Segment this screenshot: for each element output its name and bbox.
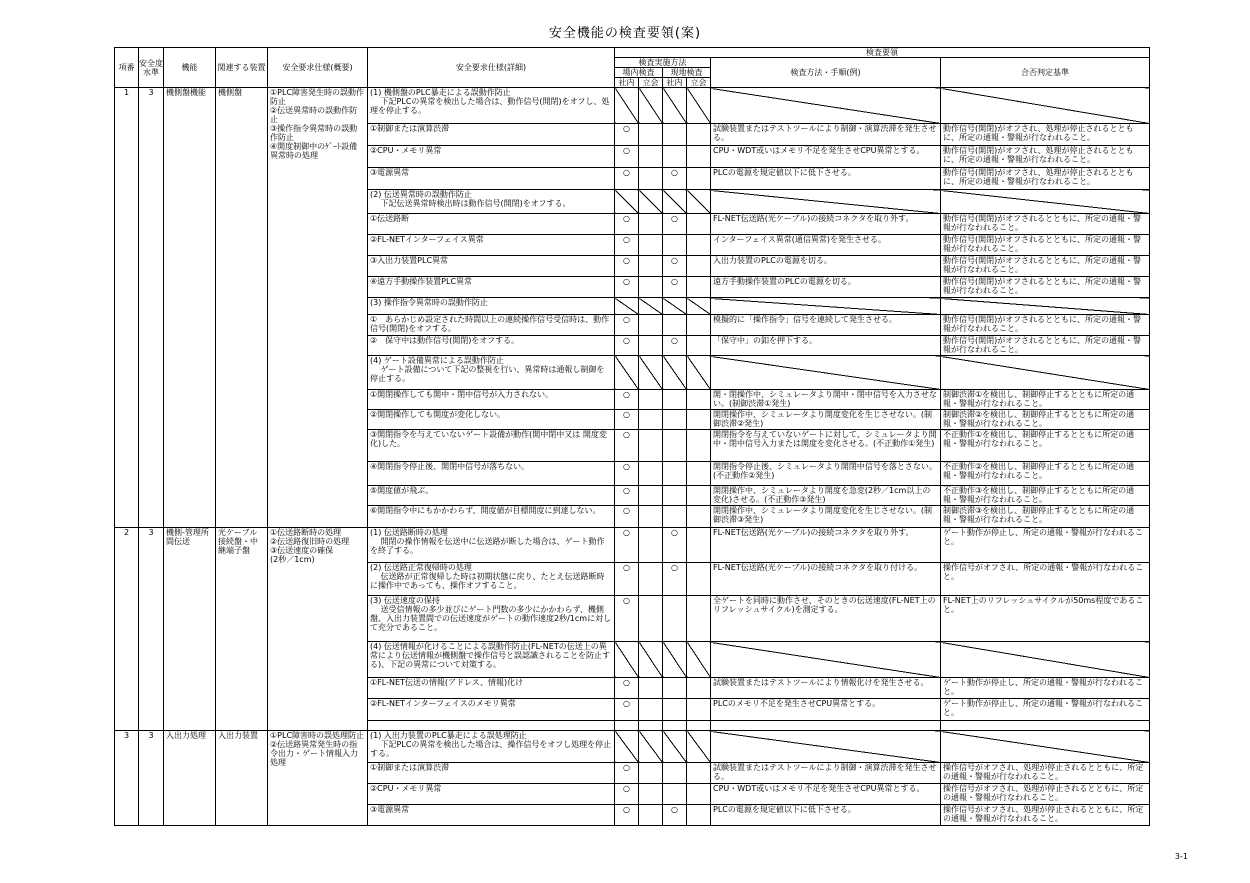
- blank-cell: [639, 721, 663, 731]
- mark-circle: ○: [615, 462, 639, 486]
- header-method-group: 検査実施方法: [615, 58, 711, 68]
- mark-circle: ○: [615, 528, 639, 563]
- criteria-text: ゲート動作が停止し、所定の通報・警報が行なわれること。: [941, 528, 1150, 563]
- mark-circle: ○: [615, 430, 639, 462]
- mark-empty: [639, 410, 663, 430]
- slash-cell: [639, 731, 663, 763]
- mark-circle: ○: [615, 124, 639, 146]
- procedure-text: 入出力装置のPLCの電源を切る。: [711, 256, 941, 277]
- criteria-text: ゲート動作が停止し、所定の通報・警報が行なわれること。: [941, 678, 1150, 699]
- spec-item: ⑤開度値が飛ぶ。: [368, 486, 615, 506]
- procedure-text: 開閉指令を与えていないゲートに対して、シミュレータより開中・閉中信号入力または開度を変化させる。(不正動作①発生): [711, 430, 941, 462]
- procedure-text: 開閉指令停止後、シミュレータより開閉中信号を落とさない。(不正動作②発生): [711, 462, 941, 486]
- criteria-text: 制御渋滞③を検出し、制御停止するとともに所定の通報・警報が行なわれること。: [941, 506, 1150, 528]
- criteria-text: ゲート動作が停止し、所定の通報・警報が行なわれること。: [941, 699, 1150, 721]
- slash-cell: [711, 356, 941, 390]
- procedure-text: 開閉操作中、シミュレータより開度変化を生じさせない。(制御渋滞③発生): [711, 506, 941, 528]
- page-number: 3-1: [1174, 852, 1188, 861]
- mark-empty: [639, 596, 663, 642]
- header-safety-level: 安全度水準: [139, 48, 164, 88]
- header-witness: 立会: [687, 78, 711, 88]
- spec-section: (1) 伝送路断時の処理 開閉の操作情報を伝送中に伝送路が断した場合は、ゲート動作を終了する。: [368, 528, 615, 563]
- procedure-text: PLCの電源を規定値以下に低下させる。: [711, 805, 941, 826]
- mark-empty: [663, 678, 687, 699]
- criteria-text: 動作信号(開閉)がオフされ、処理が停止されるとともに、所定の通報・警報が行なわれること。: [941, 146, 1150, 168]
- procedure-text: 「保守中」の釦を押下する。: [711, 336, 941, 356]
- mark-empty: [663, 699, 687, 721]
- mark-circle: ○: [663, 256, 687, 277]
- mark-empty: [639, 486, 663, 506]
- mark-circle: ○: [615, 390, 639, 410]
- header-company: 社内: [663, 78, 687, 88]
- mark-empty: [687, 336, 711, 356]
- mark-empty: [639, 256, 663, 277]
- slash-cell: [941, 642, 1150, 678]
- mark-empty: [663, 506, 687, 528]
- criteria-text: 不正動作①を検出し、制御停止するとともに所定の通報・警報が行なわれること。: [941, 430, 1150, 462]
- mark-empty: [687, 390, 711, 410]
- mark-circle: ○: [615, 315, 639, 336]
- mark-empty: [687, 124, 711, 146]
- mark-empty: [639, 146, 663, 168]
- header-factory: 場内検査: [615, 68, 663, 78]
- spec-item: ②FL-NETインターフェイス異常: [368, 235, 615, 256]
- mark-empty: [663, 410, 687, 430]
- slash-cell: [663, 356, 687, 390]
- slash-cell: [663, 731, 687, 763]
- spec-item: ① あらかじめ設定された時間以上の連続操作信号受信時は、動作信号(開閉)をオフする。: [368, 315, 615, 336]
- mark-circle: ○: [615, 784, 639, 805]
- mark-circle: ○: [663, 277, 687, 298]
- criteria-text: 動作信号(開閉)がオフされるとともに、所定の通報・警報が行なわれること。: [941, 315, 1150, 336]
- slash-cell: [639, 190, 663, 214]
- mark-empty: [687, 462, 711, 486]
- slash-cell: [639, 642, 663, 678]
- spec-section: (2) 伝送路正常復帰時の処理 伝送路が正常復帰した時は初期状態に戻り、たとえ伝送路断時に操作中であっても、操作オフすること。: [368, 563, 615, 596]
- safety-level: 3: [139, 731, 164, 826]
- procedure-text: CPU・WDT或いはメモリ不足を発生させCPU異常とする。: [711, 784, 941, 805]
- mark-empty: [639, 124, 663, 146]
- criteria-text: 動作信号(開閉)がオフされるとともに、所定の通報・警報が行なわれること。: [941, 256, 1150, 277]
- criteria-text: 動作信号(開閉)がオフされるとともに、所定の通報・警報が行なわれること。: [941, 235, 1150, 256]
- mark-circle: ○: [663, 528, 687, 563]
- spec-summary: ①PLC障害発生時の誤動作防止 ②伝送異常時の誤動作防止 ③操作指令異常時の誤動作防止 ④開度制御中のｹﾞｰﾄ設備異常時の処理: [268, 88, 368, 528]
- header-site: 現地検査: [663, 68, 711, 78]
- safety-level: 3: [139, 528, 164, 731]
- header-spec-detail: 安全要求仕様(詳細): [368, 48, 615, 88]
- spec-item: ①開閉操作しても開中・閉中信号が入力されない。: [368, 390, 615, 410]
- item-no: 1: [115, 88, 139, 528]
- mark-empty: [639, 805, 663, 826]
- procedure-text: 開・閉操作中、シミュレータより開中・閉中信号を入力させない。(制御渋滞①発生): [711, 390, 941, 410]
- spec-section: (3) 操作指令異常時の誤動作防止: [368, 298, 615, 315]
- mark-empty: [663, 124, 687, 146]
- mark-empty: [663, 596, 687, 642]
- spec-summary: ①伝送路断時の処理 ②伝送路復旧時の処理 ③伝送速度の確保 (2秒／1cm): [268, 528, 368, 731]
- mark-empty: [687, 235, 711, 256]
- mark-circle: ○: [615, 506, 639, 528]
- mark-empty: [639, 678, 663, 699]
- function-name: 機側盤機能: [164, 88, 216, 528]
- related-device: 機側盤: [216, 88, 268, 528]
- slash-cell: [639, 298, 663, 315]
- mark-empty: [687, 277, 711, 298]
- procedure-text: 試験装置またはテストツールにより情報化けを発生させる。: [711, 678, 941, 699]
- spec-section: (4) 伝送情報が化けることによる誤動作防止(FL-NETの伝送上の異常により伝送情報が機側盤で操作信号と誤認識されることを防止する)、下記の異常について対策する。: [368, 642, 615, 678]
- slash-cell: [687, 642, 711, 678]
- mark-empty: [663, 146, 687, 168]
- criteria-text: 動作信号(開閉)がオフされるとともに、所定の通報・警報が行なわれること。: [941, 214, 1150, 235]
- header-criteria: 合否判定基準: [941, 58, 1150, 88]
- mark-circle: ○: [615, 563, 639, 596]
- mark-empty: [639, 168, 663, 190]
- mark-empty: [687, 315, 711, 336]
- slash-cell: [941, 190, 1150, 214]
- procedure-text: 試験装置またはテストツールにより制御・演算渋滞を発生させる。: [711, 124, 941, 146]
- mark-circle: ○: [615, 763, 639, 784]
- criteria-text: 不正動作②を検出し、制御停止するとともに所定の通報・警報が行なわれること。: [941, 462, 1150, 486]
- header-related-device: 関連する装置: [216, 48, 268, 88]
- mark-empty: [687, 678, 711, 699]
- mark-empty: [663, 315, 687, 336]
- spec-item: ③電源異常: [368, 805, 615, 826]
- mark-empty: [639, 563, 663, 596]
- mark-empty: [639, 784, 663, 805]
- related-device: 光ケーブル接続盤・中継端子盤: [216, 528, 268, 731]
- criteria-text: 不正動作③を検出し、制御停止するとともに所定の通報・警報が行なわれること。: [941, 486, 1150, 506]
- mark-empty: [663, 462, 687, 486]
- procedure-text: PLCの電源を規定値以下に低下させる。: [711, 168, 941, 190]
- slash-cell: [687, 88, 711, 124]
- mark-empty: [687, 805, 711, 826]
- slash-cell: [639, 356, 663, 390]
- slash-cell: [615, 298, 639, 315]
- slash-cell: [711, 190, 941, 214]
- mark-empty: [687, 430, 711, 462]
- mark-empty: [687, 784, 711, 805]
- function-name: 機側-管理所間伝送: [164, 528, 216, 731]
- mark-empty: [687, 506, 711, 528]
- criteria-text: 動作信号(開閉)がオフされ、処理が停止されるとともに、所定の通報・警報が行なわれること。: [941, 168, 1150, 190]
- slash-cell: [941, 298, 1150, 315]
- mark-empty: [663, 390, 687, 410]
- spec-item: ④開閉指令停止後、開閉中信号が落ちない。: [368, 462, 615, 486]
- spec-item: ③電源異常: [368, 168, 615, 190]
- mark-empty: [663, 235, 687, 256]
- criteria-text: 操作信号がオフされ、処理が停止されるとともに、所定の通報・警報が行なわれること。: [941, 763, 1150, 784]
- procedure-text: 開閉操作中、シミュレータより開度を急変(2秒／1cm以上の変化)させる。(不正動作③発生): [711, 486, 941, 506]
- procedure-text: 模擬的に「操作指令」信号を連続して発生させる。: [711, 315, 941, 336]
- mark-circle: ○: [615, 168, 639, 190]
- header-procedure: 検査方法・手順(例): [711, 58, 941, 88]
- criteria-text: 動作信号(開閉)がオフされるとともに、所定の通報・警報が行なわれること。: [941, 336, 1150, 356]
- mark-empty: [639, 277, 663, 298]
- mark-empty: [687, 146, 711, 168]
- criteria-text: 動作信号(開閉)がオフされ、処理が停止されるとともに、所定の通報・警報が行なわれること。: [941, 124, 1150, 146]
- blank-cell: [615, 721, 639, 731]
- slash-cell: [663, 298, 687, 315]
- spec-item: ②CPU・メモリ異常: [368, 784, 615, 805]
- mark-circle: ○: [615, 678, 639, 699]
- item-no: 3: [115, 731, 139, 826]
- slash-cell: [663, 190, 687, 214]
- spec-item: ①制御または演算渋滞: [368, 124, 615, 146]
- spec-item: ⑥開閉指令中にもかかわらず、開度値が目標開度に到達しない。: [368, 506, 615, 528]
- spec-item: ② 保守中は動作信号(開閉)をオフする。: [368, 336, 615, 356]
- mark-circle: ○: [615, 805, 639, 826]
- mark-empty: [639, 214, 663, 235]
- mark-empty: [663, 430, 687, 462]
- mark-empty: [687, 596, 711, 642]
- slash-cell: [711, 642, 941, 678]
- criteria-text: 操作信号がオフされ、処理が停止されるとともに、所定の通報・警報が行なわれること。: [941, 784, 1150, 805]
- spec-section: (1) 入出力装置のPLC暴走による誤処理防止 下記PLCの異常を検出した場合は、操作信号をオフし処理を停止する。: [368, 731, 615, 763]
- slash-cell: [711, 88, 941, 124]
- mark-empty: [687, 763, 711, 784]
- slash-cell: [615, 88, 639, 124]
- spec-section: (1) 機側盤のPLC暴走による誤動作防止 下記PLCの異常を検出した場合は、動作信号(開閉)をオフし、処理を停止する。: [368, 88, 615, 124]
- mark-empty: [687, 699, 711, 721]
- safety-level: 3: [139, 88, 164, 528]
- mark-empty: [663, 763, 687, 784]
- slash-cell: [687, 190, 711, 214]
- spec-item: ①FL-NET伝送の情報(アドレス、情報)化け: [368, 678, 615, 699]
- slash-cell: [687, 298, 711, 315]
- spec-section: (4) ゲート設備異常による誤動作防止 ゲート設備について下記の整視を行い、異常時は通報し制御を停止する。: [368, 356, 615, 390]
- mark-circle: ○: [615, 336, 639, 356]
- mark-empty: [639, 506, 663, 528]
- slash-cell: [711, 298, 941, 315]
- mark-circle: ○: [663, 805, 687, 826]
- header-no: 項番: [115, 48, 139, 88]
- blank-cell: [663, 721, 687, 731]
- spec-section: (3) 伝送速度の保持 送受信情報の多少並びにゲート門数の多少にかかわらず、機側盤、入出力装置間での伝送速度がゲートの動作速度2秒/1cmに対して充分であること。: [368, 596, 615, 642]
- slash-cell: [941, 356, 1150, 390]
- procedure-text: インターフェイス異常(通信異常)を発生させる。: [711, 235, 941, 256]
- procedure-text: 開閉操作中、シミュレータより開度変化を生じさせない。(制御渋滞②発生): [711, 410, 941, 430]
- mark-empty: [687, 563, 711, 596]
- spec-item: ①制御または演算渋滞: [368, 763, 615, 784]
- spec-summary: ①PLC障害時の誤処理防止 ②伝送路異常発生時の指令出力・ゲート情報入力処理: [268, 731, 368, 826]
- procedure-text: FL-NET伝送路(光ケーブル)の接続コネクタを取り外す。: [711, 214, 941, 235]
- function-name: 入出力処理: [164, 731, 216, 826]
- blank-cell: [941, 721, 1150, 731]
- blank-cell: [368, 721, 615, 731]
- spec-item: ②CPU・メモリ異常: [368, 146, 615, 168]
- spec-item: ③入出力装置PLC異常: [368, 256, 615, 277]
- mark-circle: ○: [663, 563, 687, 596]
- mark-empty: [687, 486, 711, 506]
- header-spec-summary: 安全要求仕様(概要): [268, 48, 368, 88]
- mark-empty: [639, 699, 663, 721]
- blank-cell: [711, 721, 941, 731]
- mark-empty: [639, 390, 663, 410]
- spec-item: ④遠方手動操作装置PLC異常: [368, 277, 615, 298]
- criteria-text: 操作信号がオフされ、処理が停止されるとともに、所定の通報・警報が行なわれること。: [941, 805, 1150, 826]
- procedure-text: PLCのメモリ不足を発生させCPU異常とする。: [711, 699, 941, 721]
- mark-empty: [639, 763, 663, 784]
- criteria-text: FL-NET上のリフレッシュサイクルが50ms程度であること。: [941, 596, 1150, 642]
- mark-empty: [687, 256, 711, 277]
- slash-cell: [663, 88, 687, 124]
- mark-empty: [639, 462, 663, 486]
- mark-circle: ○: [615, 699, 639, 721]
- procedure-text: 遠方手動操作装置のPLCの電源を切る。: [711, 277, 941, 298]
- procedure-text: FL-NET伝送路(光ケーブル)の接続コネクタを取り付ける。: [711, 563, 941, 596]
- mark-empty: [639, 235, 663, 256]
- page-title: 安全機能の検査要領(案): [548, 26, 702, 41]
- related-device: 入出力装置: [216, 731, 268, 826]
- slash-cell: [615, 731, 639, 763]
- header-witness: 立会: [639, 78, 663, 88]
- spec-item: ①伝送路断: [368, 214, 615, 235]
- slash-cell: [687, 731, 711, 763]
- mark-circle: ○: [615, 256, 639, 277]
- mark-circle: ○: [615, 596, 639, 642]
- header-inspection: 検査要領: [615, 48, 1150, 58]
- spec-section: (2) 伝送異常時の誤動作防止 下記伝送異常時検出時は動作信号(開閉)をオフする。: [368, 190, 615, 214]
- slash-cell: [941, 731, 1150, 763]
- mark-circle: ○: [663, 168, 687, 190]
- mark-circle: ○: [663, 214, 687, 235]
- criteria-text: 操作信号がオフされ、所定の通報・警報が行なわれること。: [941, 563, 1150, 596]
- mark-empty: [639, 336, 663, 356]
- spec-item: ②FL-NETインターフェイスのメモリ異常: [368, 699, 615, 721]
- mark-circle: ○: [615, 410, 639, 430]
- procedure-text: FL-NET伝送路(光ケーブル)の接続コネクタを取り外す。: [711, 528, 941, 563]
- item-no: 2: [115, 528, 139, 731]
- procedure-text: 試験装置またはテストツールにより制御・演算渋滞を発生させる。: [711, 763, 941, 784]
- mark-empty: [687, 410, 711, 430]
- slash-cell: [663, 642, 687, 678]
- mark-empty: [687, 168, 711, 190]
- slash-cell: [615, 190, 639, 214]
- spec-item: ②開閉操作しても開度が変化しない。: [368, 410, 615, 430]
- mark-empty: [639, 430, 663, 462]
- slash-cell: [615, 642, 639, 678]
- mark-empty: [639, 315, 663, 336]
- criteria-text: 動作信号(開閉)がオフされるとともに、所定の通報・警報が行なわれること。: [941, 277, 1150, 298]
- mark-circle: ○: [663, 336, 687, 356]
- blank-cell: [687, 721, 711, 731]
- slash-cell: [941, 88, 1150, 124]
- mark-circle: ○: [615, 146, 639, 168]
- procedure-text: CPU・WDT或いはメモリ不足を発生させCPU異常とする。: [711, 146, 941, 168]
- mark-empty: [663, 784, 687, 805]
- mark-empty: [663, 486, 687, 506]
- mark-circle: ○: [615, 235, 639, 256]
- mark-empty: [687, 528, 711, 563]
- slash-cell: [615, 356, 639, 390]
- criteria-text: 制御渋滞②を検出し、制御停止するとともに所定の通報・警報が行なわれること。: [941, 410, 1150, 430]
- slash-cell: [687, 356, 711, 390]
- mark-circle: ○: [615, 214, 639, 235]
- header-company: 社内: [615, 78, 639, 88]
- inspection-table: [114, 47, 1150, 826]
- criteria-text: 制御渋滞①を検出し、制御停止するとともに所定の通報・警報が行なわれること。: [941, 390, 1150, 410]
- slash-cell: [639, 88, 663, 124]
- header-function: 機能: [164, 48, 216, 88]
- mark-circle: ○: [615, 486, 639, 506]
- mark-empty: [687, 214, 711, 235]
- mark-empty: [639, 528, 663, 563]
- procedure-text: 全ゲートを同時に動作させ、そのときの伝送速度(FL-NET上のリフレッシュサイクル)を測定する。: [711, 596, 941, 642]
- spec-item: ③開閉指令を与えていないゲート設備が動作(開中閉中又は 開度変化)した。: [368, 430, 615, 462]
- mark-circle: ○: [615, 277, 639, 298]
- slash-cell: [711, 731, 941, 763]
